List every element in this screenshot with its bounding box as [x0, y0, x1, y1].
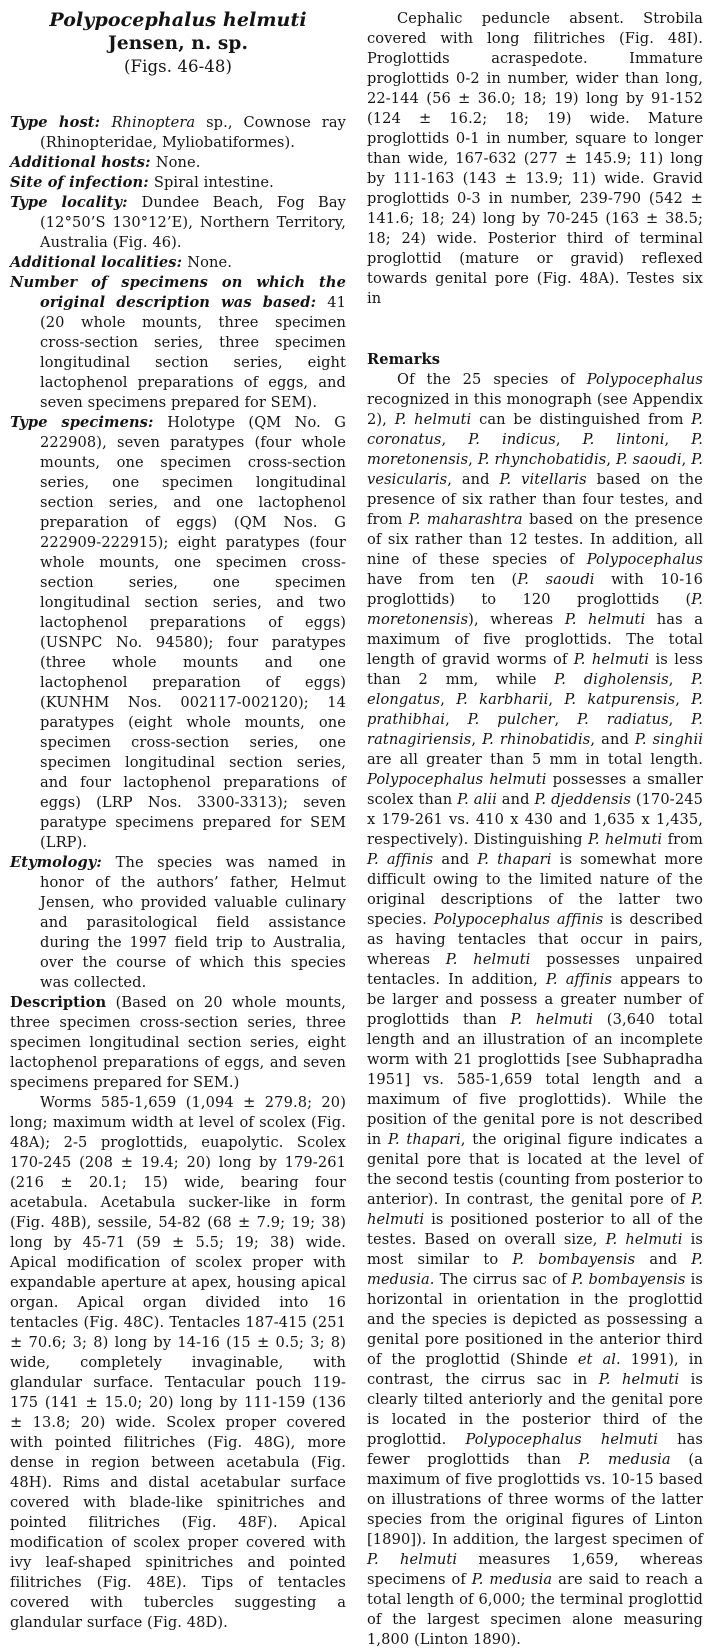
figures-reference: (Figs. 46-48) [124, 57, 232, 76]
right-column [367, 9, 703, 1650]
species-authority: Jensen, n. sp. [107, 33, 248, 54]
entry-number-of-specimens: Number of specimens on which the original description was based: 41 (20 whole mounts, three specimen cross-section series, three specimen longitudinal section series, eight lactophenol preparations of eggs, and seven specimens prepared for SEM). [10, 274, 346, 411]
entry-site-of-infection: Site of infection: Spiral intestine. [10, 174, 274, 191]
left-column [10, 9, 346, 1650]
description-paragraph: Description (Based on 20 whole mounts, three specimen cross-section series, three specimen longitudinal section series, eight lactophenol preparations of eggs, and seven specimens prepared for SEM.) [10, 994, 346, 1091]
species-heading [10, 9, 346, 78]
morphology-paragraph: Worms 585-1,659 (1,094 ± 279.8; 20) long; maximum width at level of scolex (Fig. 48A); 2-5 proglottids, euapolytic. Scolex 170-245 (208 ± 19.4; 20) long by 179-261 (216 ± 20.1; 15) wide, bearing four acetabula. Acetabula sucker-like in form (Fig. 48B), sessile, 54-82 (68 ± 7.9; 19; 38) long by 45-71 (59 ± 5.5; 19; 38) wide. Apical modification of scolex proper with expandable aperture at apex, housing apical organ. Apical organ divided into 16 tentacles (Fig. 48C). Tentacles 187-415 (251 ± 70.6; 3; 8) long by 14-16 (15 ± 0.5; 3; 8) wide, completely invaginable, with glandular surface. Tentacular pouch 119-175 (141 ± 15.0; 20) long by 111-159 (136 ± 13.8; 20) wide. Scolex proper covered with pointed filitriches (Fig. 48G), more dense in region between acetabula (Fig. 48H). Rims and distal acetabular surface covered with blade-like spinitriches and pointed filitriches (Fig. 48F). Apical modification of scolex proper covered with ivy leaf-shaped spinitriches and pointed filitriches (Fig. 48E). Tips of tentacles covered with tubercles suggesting a glandular surface (Fig. 48D). [10, 1094, 346, 1631]
species-title: Polypocephalus helmuti [49, 9, 307, 31]
entry-etymology: Etymology: The species was named in honor of the authors’ father, Helmut Jensen, who provided valuable culinary and parasitological field assistance during the 1997 field trip to Australia, over the course of which this species was collected. [10, 854, 346, 991]
remarks-paragraph: Of the 25 species of Polypocephalus recognized in this monograph (see Appendix 2), P. helmuti can be distinguished from P. coronatus, P. indicus, P. lintoni, P. moretonensis, P. rhynchobatidis, P. saoudi, P. vesicularis, and P. vitellaris based on the presence of six rather than four testes, and from P. maharashtra based on the presence of six rather than 12 testes. In addition, all nine of these species of Polypocephalus have from ten (P. saoudi with 10-16 proglottids) to 120 proglottids (P. moretonensis), whereas P. helmuti has a maximum of five proglottids. The total length of gravid worms of P. helmuti is less than 2 mm, while P. digholensis, P. elongatus, P. karbharii, P. katpurensis, P. prathibhai, P. pulcher, P. radiatus, P. ratnagiriensis, P. rhinobatidis, and P. singhii are all greater than 5 mm in total length. Polypocephalus helmuti possesses a smaller scolex than P. alii and P. djeddensis (170-245 x 179-261 vs. 410 x 430 and 1,635 x 1,435, respectively). Distinguishing P. helmuti from P. affinis and P. thapari is somewhat more difficult owing to the limited nature of the original descriptions of the latter two species. Polypocephalus affinis is described as having tentacles that occur in pairs, whereas P. helmuti possesses unpaired tentacles. In addition, P. affinis appears to be larger and possess a greater number of proglottids than P. helmuti (3,640 total length and an illustration of an incomplete worm with 21 proglottids [see Subhapradha 1951] vs. 585-1,659 total length and a maximum of five proglottids). While the position of the genital pore is not described in P. thapari, the original figure indicates a genital pore that is located at the level of the second testis (counting from posterior to anterior). In contrast, the genital pore of P. helmuti is positioned posterior to all of the testes. Based on overall size, P. helmuti is most similar to P. bombayensis and P. medusia. The cirrus sac of P. bombayensis is horizontal in orientation in the proglottid and the species is depicted as possessing a genital pore positioned in the anterior third of the proglottid (Shinde et al. 1991), in contrast, the cirrus sac in P. helmuti is clearly tilted anteriorly and the genital pore is located in the posterior third of the proglottid. Polypocephalus helmuti has fewer proglottids than P. medusia (a maximum of five proglottids vs. 10-15 based on illustrations of three worms of the latter species from the original figures of Linton [1890]). In addition, the largest specimen of P. helmuti measures 1,659, whereas specimens of P. medusia are said to reach a total length of 6,000; the terminal proglottid of the largest specimen alone measuring 1,800 (Linton 1890). [367, 371, 704, 1648]
entry-additional-hosts: Additional hosts: None. [10, 154, 201, 171]
remarks-heading: Remarks [367, 351, 441, 368]
entry-additional-localities: Additional localities: None. [10, 254, 232, 271]
entry-type-specimens: Type specimens: Holotype (QM No. G 222908), seven paratypes (four whole mounts, one specimen cross-section series, one specimen longitudinal section series, and one lactophenol preparation of eggs) (QM Nos. G 222909-222915); eight paratypes (four whole mounts, one specimen cross-section series, one specimen longitudinal section series, and two lactophenol preparations of eggs) (USNPC No. 94580); four paratypes (three whole mounts and one lactophenol preparation of eggs) (KUNHM Nos. 002117-002120); 14 paratypes (eight whole mounts, one specimen cross-section series, one specimen longitudinal section series, and four lactophenol preparations of eggs) (LRP Nos. 3300-3313); seven paratype specimens prepared for SEM (LRP). [10, 414, 346, 851]
entry-type-locality: Type locality: Dundee Beach, Fog Bay (12°50’S 130°12’E), Northern Territory, Australia (Fig. 46). [10, 194, 347, 251]
entry-type-host: Type host: Rhinoptera sp., Cownose ray (Rhinopteridae, Myliobatiformes). [10, 114, 346, 151]
strobila-paragraph: Cephalic peduncle absent. Strobila covered with long filitriches (Fig. 48I). Proglottids acraspedote. Immature proglottids 0-2 in number, wider than long, 22-144 (56 ± 36.0; 18; 19) long by 91-152 (124 ± 16.2; 18; 19) wide. Mature proglottids 0-1 in number, square to longer than wide, 167-632 (277 ± 145.9; 11) long by 111-163 (143 ± 13.9; 11) wide. Gravid proglottids 0-3 in number, 239-790 (542 ± 141.6; 18; 24) long by 70-245 (163 ± 38.5; 18; 24) wide. Posterior third of terminal proglottid (mature or gravid) reflexed towards genital pore (Fig. 48A). Testes six in [367, 10, 703, 307]
